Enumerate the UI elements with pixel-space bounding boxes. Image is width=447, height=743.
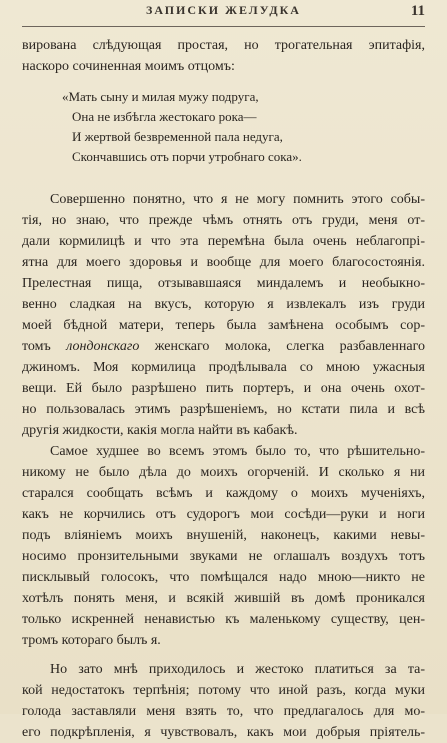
para1-line-11: но пользовалась этимъ разрѣшеніемъ, но кстати пила и всѣ — [22, 402, 425, 417]
para1-line-12: другія жидкости, какія могла найти въ кабакѣ. — [22, 423, 298, 438]
para1-line-6: венно сладкая на вкусъ, которую я извлекалъ изъ груди — [22, 297, 425, 312]
intro-line-1: вирована слѣдующая простая, но трогательная эпитафія, — [22, 38, 425, 53]
running-header — [22, 0, 425, 27]
para1-line-1: Совершенно понятно, что я не могу помнить этого собы- — [50, 192, 425, 207]
para2-line-9: только искренней ненавистью къ маленькому существу, цен- — [22, 612, 425, 627]
para1-line-7: моей бѣдной матери, теперь была замѣнена особымъ сор- — [22, 318, 425, 333]
para1-line-8 — [22, 336, 425, 357]
para3-line-2: кой недостатокъ терпѣнія; потому что иной разъ, когда муки — [22, 683, 425, 698]
intro-line-2: наскоро сочиненная моимъ отцомъ: — [22, 59, 235, 74]
para2-line-5: подъ вліяніемъ моихъ внушеній, наконецъ, какими невы- — [22, 528, 425, 543]
page-number: 11 — [410, 3, 425, 19]
para1-line-8-post: женскаго молока, слегка разбавленнаго — [139, 339, 425, 354]
para1-line-4: ятна для моего здоровья и вообще для моего благосостоянія. — [22, 255, 425, 270]
para3-line-3: голода заставляли меня взять то, что предлагалось для мо- — [22, 704, 425, 719]
para1-line-2: тія, но знаю, что прежде чѣмъ отнять отъ груди, меня от- — [22, 213, 425, 228]
verse-line-3: И жертвой безвременной пала недуга, — [72, 129, 283, 144]
para2-line-1: Самое худшее во всемъ этомъ было то, что рѣшительно- — [50, 444, 425, 459]
paragraph-3 — [22, 659, 425, 743]
para2-line-8: хотѣлъ понять меня, и всякій жившій въ домѣ проникался — [22, 591, 425, 606]
epitaph-verse — [22, 87, 425, 167]
paragraph-gap — [22, 651, 425, 659]
para2-line-6: носимо пронзительными звуками не оглашалъ воздухъ тотъ — [22, 549, 425, 564]
para1-line-3: дали кормилицѣ и что эта перемѣна была очень неблагопрі- — [22, 234, 425, 249]
para1-line-8-pre: томъ — [22, 339, 67, 354]
paragraph-1 — [22, 189, 425, 441]
paragraph-2 — [22, 441, 425, 651]
header-title: ЗАПИСКИ ЖЕЛУДКА — [146, 3, 301, 17]
para1-line-5: Прелестная пища, отзывавшаяся миндалемъ и необыкно- — [22, 276, 425, 291]
para2-line-10: тромъ котораго былъ я. — [22, 633, 161, 648]
para2-line-3: старался сообщать всѣмъ и каждому о моихъ мученіяхъ, — [22, 486, 425, 501]
para2-line-2: никому не было дѣла до моихъ огорченій. И сколько я ни — [22, 465, 425, 480]
para2-line-7: писклывый голосокъ, что помѣщался надо мною—никто не — [22, 570, 425, 585]
para3-line-4: его подкрѣпленія, я чувствовалъ, какъ мои добрыя пріятель- — [22, 725, 425, 740]
para2-line-4: какъ не корчились отъ судорогъ мои сосѣди—руки и ноги — [22, 507, 425, 522]
verse-line-2: Она не избѣгла жестокаго рока— — [72, 109, 257, 124]
para1-line-8-italic: лондонскаго — [66, 339, 140, 354]
para3-line-1: Но зато мнѣ приходилось и жестоко платиться за та- — [50, 662, 425, 677]
verse-line-4: Скончавшись отъ порчи утробнаго сока». — [72, 149, 302, 164]
verse-line-1: «Мать сыну и милая мужу подруга, — [62, 89, 259, 104]
para1-line-9: джиномъ. Моя кормилица продѣлывала со мною ужасныя — [22, 360, 425, 375]
para1-line-10: вещи. Ей было разрѣшено пить портеръ, и она очень охот- — [22, 381, 425, 396]
